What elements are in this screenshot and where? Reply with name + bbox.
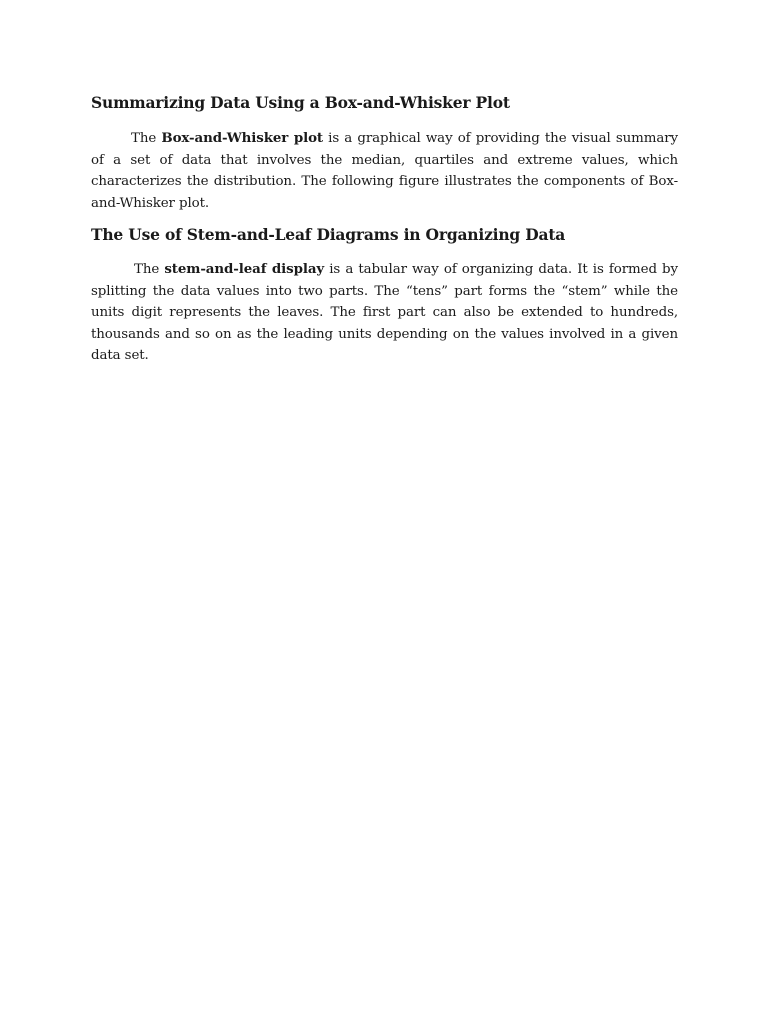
paragraph-text-rest: is a tabular way of organizing data. It is formed by splitting the data values into two parts. The “tens” part forms the “stem” while the units digit represents the leaves. The first part can also be extended to hundreds, thousands and so on as the leading units depending on the values involved in a given data set. [91, 262, 678, 363]
paragraph-text-start: The [131, 131, 162, 146]
section-heading-box-and-whisker: Summarizing Data Using a Box-and-Whisker Plot [91, 93, 510, 112]
paragraph-bold-term: Box-and-Whisker plot [161, 130, 324, 146]
document-page [91, 92, 678, 367]
section-heading-stem-and-leaf: The Use of Stem-and-Leaf Diagrams in Organizing Data [91, 225, 566, 244]
paragraph-text-rest: is a graphical way of providing the visual summary of a set of data that involves the median, quartiles and extreme values, which characterizes the distribution. The following figure illustrates the components of Box-and-Whisker plot. [91, 131, 679, 211]
paragraph-box-and-whisker [91, 128, 678, 214]
paragraph-stem-and-leaf [91, 259, 678, 367]
paragraph-bold-term: stem-and-leaf display [164, 261, 325, 277]
paragraph-text-start: The [134, 262, 165, 277]
